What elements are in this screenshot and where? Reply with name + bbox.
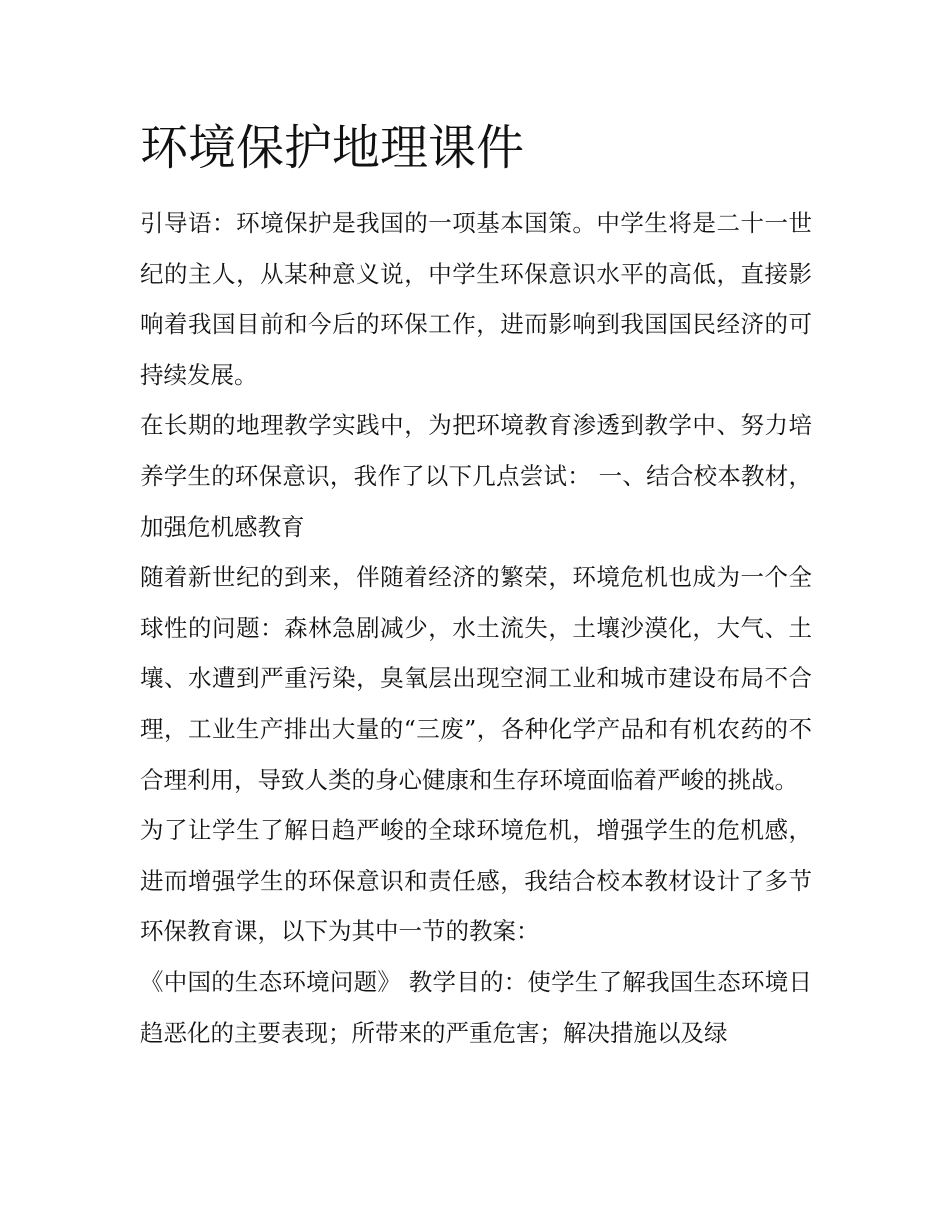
paragraph-course-design: 为了让学生了解日趋严峻的全球环境危机，增强学生的危机感， 进而增强学生的环保意识和责任感，我结合校本教材设计了多节环保教育课，以下为其中一节的教案： — [140, 816, 812, 946]
document-body — [140, 198, 812, 1058]
paragraph-lesson-plan: 《中国的生态环境问题》 教学目的：使学生了解我国生态环境日趋恶化的主要表现；所带来的严重危害；解决措施以及绿 — [140, 967, 812, 1047]
paragraph-intro: 引导语：环境保护是我国的一项基本国策。中学生将是二十一世纪的主人，从某种意义说，中学生环保意识水平的高低，直接影响着我国目前和今后的环保工作，进而影响到我国国民经济的可持续发展。 — [140, 209, 812, 389]
paragraph-crisis: 随着新世纪的到来，伴随着经济的繁荣，环境危机也成为一个全球性的问题：森林急剧减少，水土流失，土壤沙漠化，大气、土壤、水遭到严重污染，臭氧层出现空洞工业和城市建设布局不合理，工业生产排出大量的“三废”，各种化学产品和有机农药的不合理利用，导致人类的身心健康和生存环境面临着严峻的挑战。 — [140, 563, 812, 794]
paragraph-practice: 在长期的地理教学实践中，为把环境教育渗透到教学中、努力培养学生的环保意识，我作了以下几点尝试： 一、结合校本教材，加强危机感教育 — [140, 411, 812, 541]
document-title: 环境保护地理课件 — [140, 120, 525, 176]
document-page — [140, 0, 812, 1229]
